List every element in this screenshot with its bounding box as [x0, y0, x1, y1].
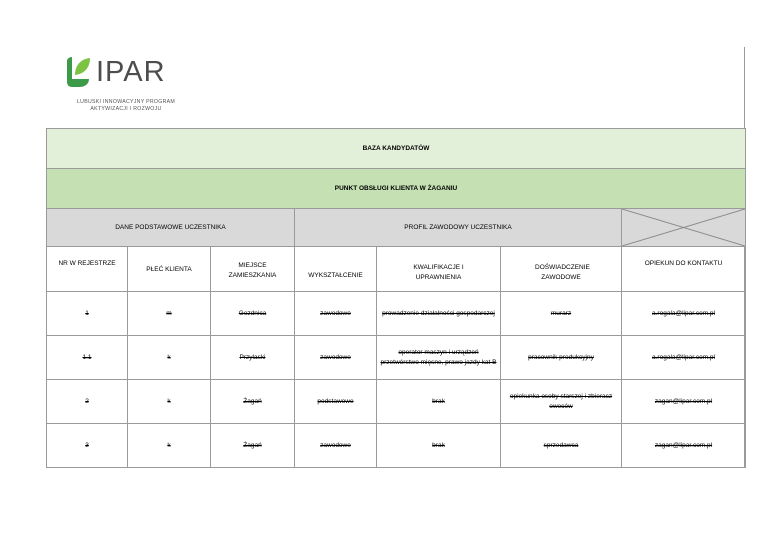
- cell-education: zawodowe: [295, 424, 377, 468]
- cell-residence: Żagań: [211, 424, 295, 468]
- section-basic-data: DANE PODSTAWOWE UCZESTNIKA: [47, 209, 295, 247]
- cell-qualifications: brak: [377, 424, 501, 468]
- table-row: [47, 292, 746, 336]
- cell-contact: a.rogala@lipar.com.pl: [622, 336, 746, 380]
- cell-register-no: 2: [47, 380, 128, 424]
- col-header-register-no: NR W REJESTRZE: [47, 247, 128, 292]
- cell-residence: Gozdnica: [211, 292, 295, 336]
- cell-experience: sprzedawca: [501, 424, 622, 468]
- cell-education: podstawowe: [295, 380, 377, 424]
- col-header-residence: MIEJSCE ZAMIESZKANIA: [211, 247, 295, 292]
- lipar-logo: [63, 55, 203, 125]
- table-row: [47, 380, 746, 424]
- cell-qualifications: operator maszyn i urządzeń przetwórstwo mięsne, prawo jazdy kat B: [377, 336, 501, 380]
- page-title: BAZA KANDYDATÓW: [47, 129, 746, 169]
- office-subtitle: PUNKT OBSŁUGI KLIENTA W ŻAGANIU: [47, 169, 746, 209]
- lipar-leaf-icon: [63, 55, 93, 89]
- empty-crossed-cell: [622, 209, 746, 247]
- cell-contact: a.rogala@lipar.com.pl: [622, 292, 746, 336]
- table-row: [47, 336, 746, 380]
- col-header-experience: DOŚWIADCZENIE ZAWODOWE: [501, 247, 622, 292]
- cell-experience: opiekunka osoby starszej i zbieracz owoców: [501, 380, 622, 424]
- cross-icon: [622, 209, 745, 246]
- logo-tagline: LUBUSKI INNOWACYJNY PROGRAM AKTYWIZACJI I ROZWOJU: [76, 99, 176, 112]
- cell-register-no: 3: [47, 424, 128, 468]
- table-row: [47, 424, 746, 468]
- cell-gender: k: [128, 336, 211, 380]
- cell-qualifications: prowadzenie działalności gospodarczej: [377, 292, 501, 336]
- col-header-education: WYKSZTAŁCENIE: [295, 247, 377, 292]
- col-header-gender: PŁEĆ KLIENTA: [128, 247, 211, 292]
- cell-contact: zagan@lipar.com.pl: [622, 424, 746, 468]
- col-header-contact: OPIEKUN DO KONTAKTU: [622, 247, 746, 292]
- cell-qualifications: brak: [377, 380, 501, 424]
- cell-gender: k: [128, 380, 211, 424]
- cell-register-no: 1: [47, 292, 128, 336]
- cell-experience: murarz: [501, 292, 622, 336]
- cell-residence: Przylaski: [211, 336, 295, 380]
- col-header-qualifications: KWALIFIKACJE I UPRAWNIENIA: [377, 247, 501, 292]
- column-header-row: [47, 247, 746, 292]
- cell-contact: zagan@lipar.com.pl: [622, 380, 746, 424]
- cell-residence: Żagań: [211, 380, 295, 424]
- cell-education: zawodowe: [295, 292, 377, 336]
- cell-gender: m: [128, 292, 211, 336]
- section-professional-profile: PROFIL ZAWODOWY UCZESTNIKA: [295, 209, 622, 247]
- candidates-table: [46, 128, 746, 468]
- cell-education: zawodowe: [295, 336, 377, 380]
- cell-gender: k: [128, 424, 211, 468]
- logo-wordmark: IPAR: [96, 56, 166, 88]
- cell-experience: pracownik produkcyjny: [501, 336, 622, 380]
- cell-register-no: 1.1: [47, 336, 128, 380]
